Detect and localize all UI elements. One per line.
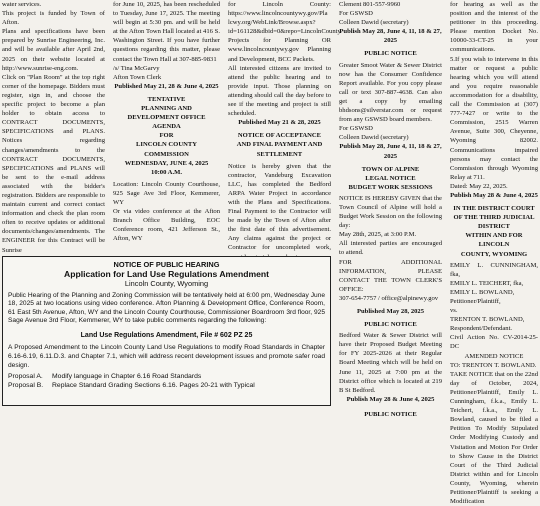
notice-heading: SETTLEMENT <box>256 150 303 158</box>
notice-heading: PLANNING AND <box>141 105 192 113</box>
col2-signature: /s/ Tina McGarvy <box>113 64 160 72</box>
case-party: Respondent/Defendant. <box>450 325 513 333</box>
notice-heading: COUNTY, WYOMING <box>460 250 528 258</box>
notice-box-subhead: Land Use Regulations Amendment, File # 602 PZ 25 <box>80 331 253 339</box>
col3-para: for Lincoln County: https://www.lincolncountywy.gov/Pla lcwy.org/WebLink/Browse.aspx?id=161128&dbid=0&repo=LincolnCounty <box>228 1 341 36</box>
col2-para: for June 10, 2025, has been rescheduled to Tuesday, June 17, 2025. The meeting will begin at 5:30 pm. and will be held at the Afton Town Hall located at 416 S. Washington Street. If you have further questions regarding this matter, please contact the Town Hall at 307-885-9831 <box>113 1 220 63</box>
col2-signature: Afton Town Clerk <box>113 73 162 81</box>
col4-line: For GSWSD <box>339 125 373 133</box>
notice-heading: TENTATIVE <box>147 95 186 103</box>
case-party: TRENTON T. BOWLAND, <box>450 316 525 324</box>
publish-line: Published May 21, 28 & June 4, 2025 <box>114 82 219 90</box>
proposal-text: Replace Standard Grading Sections 6.16. Pages 20-21 with Typical <box>52 381 255 389</box>
publish-line: Publish May 28 & June 4, 2025 <box>450 191 538 199</box>
proposal-row <box>8 373 325 381</box>
notice-heading: FOR <box>159 132 174 140</box>
publish-line: Publish May 28 & June 4, 2025 <box>346 395 435 403</box>
col3-para: Projects for Planning OR www.lincolncountywy.gov Planning and Development, BCC Packets. <box>228 37 331 63</box>
publish-line: Published May 21 & 28, 2025 <box>238 119 321 127</box>
col5-para: 5.If you wish to intervene in this matter or request a public hearing which you will attend and you require reasonable accommodation for a disability, call the Commission at (307) 777-7427 or write to the Commission, 2515 Warren Avenue, Suite 300, Cheyenne, Wyoming 82002. Communications impaired persons may contact the Commission through Wyoming Relay at 711. <box>450 55 538 181</box>
case-addressee: TO: TRENTON T. BOWLAND. <box>450 361 537 369</box>
notice-heading: COMMISSION <box>144 150 189 158</box>
notice-heading: DISTRICT <box>478 223 510 231</box>
notice-heading: AGENDA <box>152 123 181 131</box>
col3-para: All interested citizens are invited to attend the public hearing and to provide input. Those planning on attending should call the day before to see if the meeting and project is still scheduled. <box>228 64 331 118</box>
notice-box-para: Public Hearing of the Planning and Zoning Commission will be tentatively held at 6:00 pm, Wednesday June 18, 2025 at two locations using video conference. Afton Planning & Development Office, Conference Room, 61 East 5th Avenue, Afton, WY and the Lincoln County Courthouse, Commissioner Boardroom 3rd floor, 925 Sage Avenue 3rd Floor, Kemmerer, WY to take public comments regarding the following: <box>8 291 325 325</box>
proposal-row <box>8 382 325 390</box>
publish-line: Publish May 28, June 4, 11, 18 & 27, 2025 <box>339 143 442 160</box>
notice-heading: LEGAL NOTICE <box>365 174 416 182</box>
case-party: Petitioner/Plaintiff, <box>450 298 501 305</box>
col4-line: Colleen Dawid (secretary) <box>339 134 409 142</box>
notice-heading: 10:00 A.M. <box>151 168 182 176</box>
col1-para: This project is funded by Town of Afton. <box>2 10 105 27</box>
notice-heading: AND FINAL PAYMENT AND <box>236 141 323 149</box>
notice-heading: NOTICE OF ACCEPTANCE <box>237 132 322 140</box>
notice-heading: LINCOLN COUNTY <box>136 141 197 149</box>
proposal-text: Modify language in Chapter 6.16 Road Standards <box>52 373 202 381</box>
col4-line: Clement 801-557-9960 <box>339 1 401 8</box>
case-title: AMENDED NOTICE <box>464 352 524 360</box>
notice-heading: PUBLIC NOTICE <box>364 410 417 418</box>
notice-heading: WITHIN AND FOR LINCOLN <box>465 232 523 249</box>
publish-line: Publish May 28, June 4, 11, 18 & 27, 2025 <box>339 28 442 45</box>
col1-para: Click on "Plan Room" at the top right corner of the homepage. Bidders must register, sign in, and choose the specific project to become a plan holder to obtain access to CONTRACT DOCUMENTS, SPECIFICATIONS and PLANS. Notices regarding changes/amendments to the CONTRACT DOCUMENTS, SPECIFICATIONS and PLANS will be sent to the e-mail address associated with the bidder's registration. Bidders are responsible to maintain current and correct contact information and check the plan room often to receive updates or additional documents/changes/amendments. The ENGINEER for this Contract will be Sunrise <box>2 73 105 254</box>
notice-heading: DEVELOPMENT OFFICE <box>127 114 206 122</box>
notice-heading: WEDNESDAY, JUNE 4, 2025 <box>124 159 209 167</box>
col4-para: FOR ADDITIONAL INFORMATION, PLEASE CONTACT THE TOWN CLERK'S OFFICE: <box>339 258 442 293</box>
case-party: vs. <box>450 307 458 315</box>
col4-line: For GSWSD <box>339 10 373 18</box>
publish-line: Published May 28, 2025 <box>356 308 425 315</box>
col3-para: Notice is hereby given that the contractor, Vandeburg Excavation LLC, has completed the Bedford ARPA Water Project in accordance with the Plans and Specifications. Final Payment to the Contractor will be made by the Town of Afton after the first date of this advertisement. Any claims against the project or Contractor for uncompleted work, <box>228 162 331 252</box>
column-3 <box>228 0 341 252</box>
col5-para: TAKE NOTICE that on the 22nd day of October, 2024, Petitioner/Plaintiff, Emily L. Cunningham, f.k.a., Emily L. Teichert, f.k.a., Emily L. Bowland, caused to be filed a Petition To Modify Stipulated Order Modifying Custody and Visitation and Motion For Order to Show Cause in the District Court of the Third Judicial District within and for Lincoln County, Wyoming, wherein Petitioner/Plaintiff is seeking a Modification <box>450 370 538 506</box>
col2-para: Location: Lincoln County Courthouse, 925 Sage Ave 3rd Floor, Kemmerer, WY <box>113 180 220 206</box>
col2-para: Or via video conference at the Afton Branch Office Building, EOC Conference room, 421 Jefferson St., Afton, WY <box>113 208 220 243</box>
column-1 <box>2 0 105 252</box>
col4-para: 307-654-7757 / office@alpinewy.gov <box>339 294 439 302</box>
col1-para: Plans and specifications have been prepared by Sunrise Engineering, Inc. and will be available after April 2nd, 2025 on their website located at http://www.sunrise-eng.com. <box>2 28 105 72</box>
col4-para: Bedford Water & Sewer District will have their Proposed Budget Meeting for FY 2025-2026 at their Regular Board Meeting which will be held on June 11, 2025 at 7:00 pm at the District office which is located at 219 B St Bedford. <box>339 332 442 394</box>
notice-heading: BUDGET WORK SESSIONS <box>348 183 433 191</box>
col4-line: Colleen Dawid (secretary) <box>339 19 409 27</box>
case-party: EMILY L. BOWLAND, <box>450 288 515 296</box>
col4-para: May 28th, 2025, at 3:00 P.M. <box>339 231 417 239</box>
notice-box-para: A Proposed Amendment to the Lincoln County Land Use Regulations to modify Road Standards in Chapter 6.16-6.19, 6.11.D.3. and Chapter 7.1, which will address recent development issues and promote safer road design. <box>8 344 325 369</box>
col4-para: NOTICE IS HEREBY GIVEN that the Town Council of Alpine will hold a Budget Work Session on the following day: <box>339 194 442 230</box>
notice-box-subtitle: Application for Land Use Regulations Amendment <box>64 269 269 279</box>
notice-box-title: NOTICE OF PUBLIC HEARING <box>113 260 220 269</box>
case-party: EMILY L. CUNNINGHAM, fka, <box>450 261 538 278</box>
public-hearing-notice-box <box>2 256 331 406</box>
col5-para: Dated: May 22, 2025. <box>450 182 508 190</box>
notice-heading: IN THE DISTRICT COURT <box>453 205 535 213</box>
notice-heading: TOWN OF ALPINE <box>361 165 420 173</box>
notice-heading: PUBLIC NOTICE <box>364 50 417 58</box>
proposal-label: Proposal A. <box>8 373 43 381</box>
col4-para: Greater Smoot Water & Sewer District now has the Consumer Confidence Report available. For you copy please call or text 307-887-4638. Can also get a copy by emailing bhdsons@silverstar.com or request from any GSWSD board members. <box>339 61 442 124</box>
case-number: Civil Action No. CV-2014-25-DC <box>450 334 538 351</box>
notice-heading: PUBLIC NOTICE <box>364 321 417 329</box>
proposal-label: Proposal B. <box>8 381 44 389</box>
column-5 <box>450 0 538 506</box>
col4-para: All interested parties are encouraged to attend. <box>339 240 442 257</box>
col5-para: for hearing as well as the position and the interest of the petitioner in this proceeding. Please mention Docket No. 10000-33-CT-25 in your communications. <box>450 1 538 54</box>
notice-heading: OF THE THIRD JUDICIAL <box>453 214 535 222</box>
notice-box-location: Lincoln County, Wyoming <box>124 279 209 288</box>
column-4 <box>339 0 442 418</box>
col1-para: water services. <box>2 1 42 8</box>
column-2 <box>113 0 220 252</box>
case-party: EMILY L. TEICHERT, fka, <box>450 279 524 287</box>
